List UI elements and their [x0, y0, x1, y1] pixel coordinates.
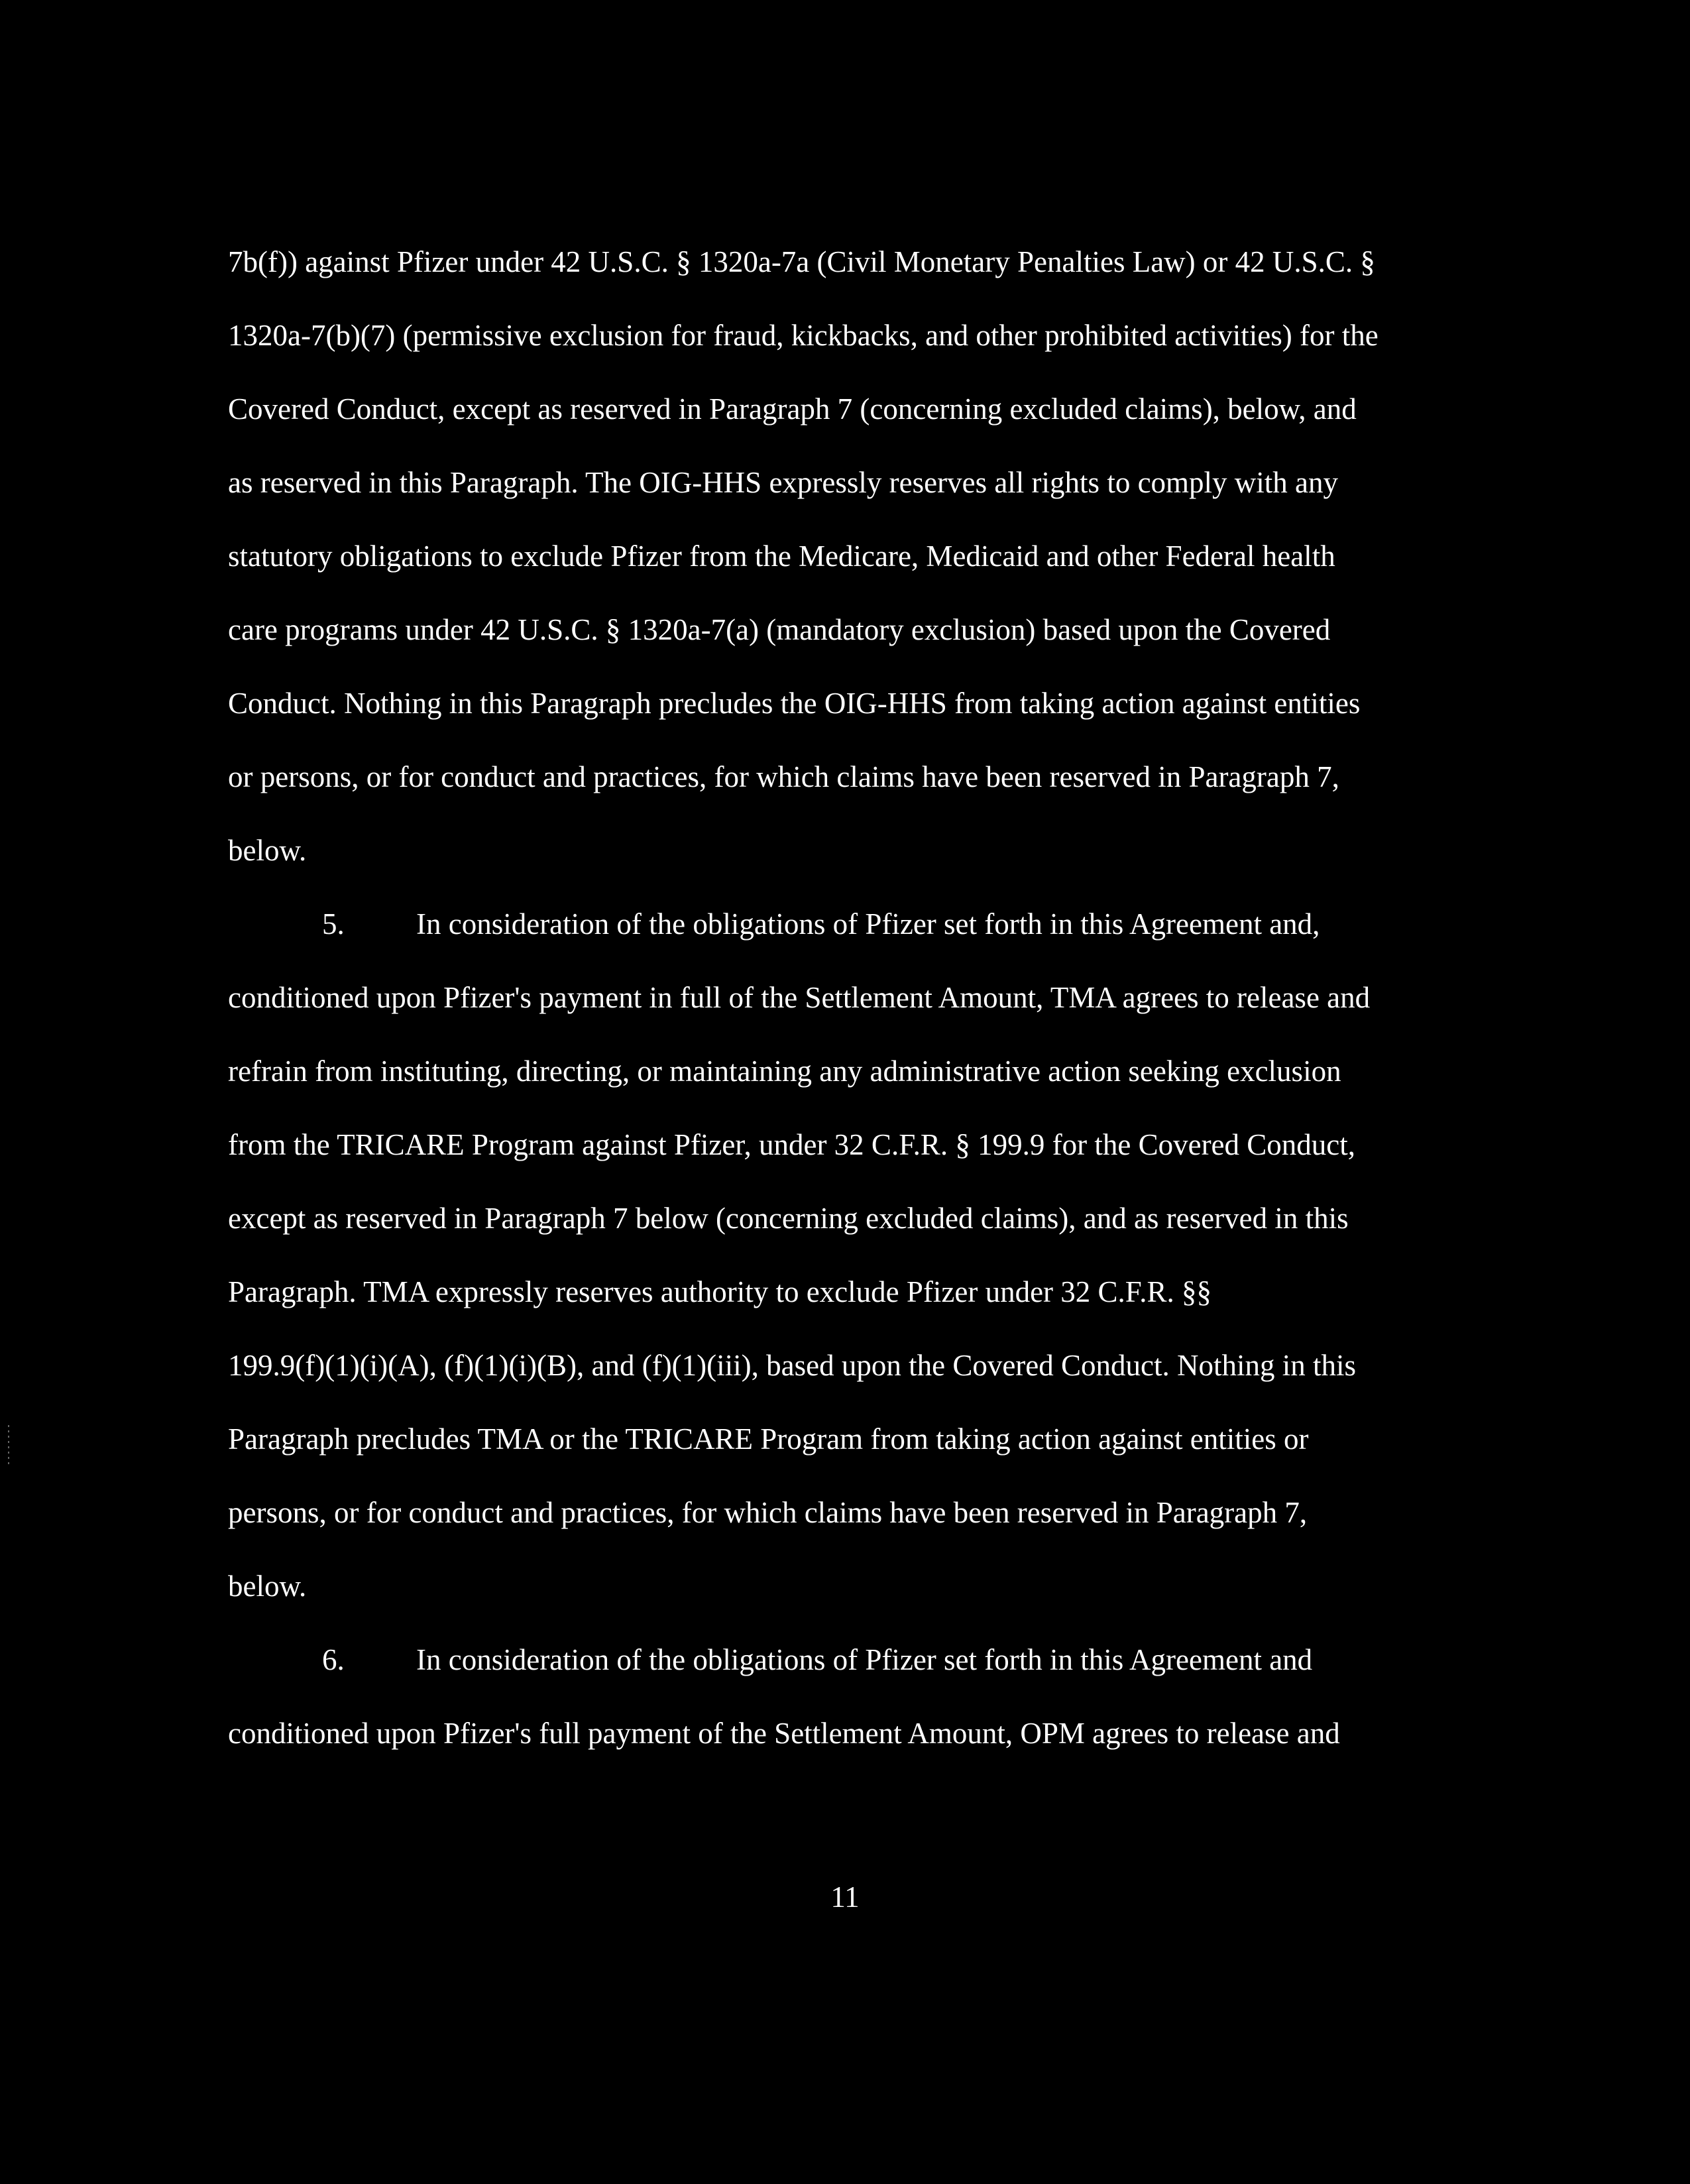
text-line: except as reserved in Paragraph 7 below (concerning excluded claims), and as reserved in this	[228, 1202, 1349, 1235]
text-line: as reserved in this Paragraph. The OIG-HHS expressly reserves all rights to comply with any	[228, 466, 1339, 499]
text-line: 1320a-7(b)(7) (permissive exclusion for fraud, kickbacks, and other prohibited activities) for the	[228, 319, 1379, 352]
text-line: Conduct. Nothing in this Paragraph precludes the OIG-HHS from taking action against entities	[228, 687, 1361, 720]
text-line: from the TRICARE Program against Pfizer, under 32 C.F.R. § 199.9 for the Covered Conduct,	[228, 1128, 1356, 1161]
text-line: below.	[228, 1570, 307, 1603]
paragraph-4-continuation	[228, 225, 1461, 888]
paragraph-number: 5.	[322, 907, 345, 941]
text-line: persons, or for conduct and practices, for which claims have been reserved in Paragraph 7,	[228, 1496, 1308, 1529]
text-line: In consideration of the obligations of Pfizer set forth in this Agreement and,	[416, 907, 1320, 941]
paragraph-6	[228, 1623, 1461, 1770]
text-line: conditioned upon Pfizer's payment in full of the Settlement Amount, TMA agrees to release and	[228, 981, 1371, 1014]
text-line: refrain from instituting, directing, or maintaining any administrative action seeking exclusion	[228, 1055, 1341, 1088]
text-line: 199.9(f)(1)(i)(A), (f)(1)(i)(B), and (f)(1)(iii), based upon the Covered Conduct. Nothing in this	[228, 1349, 1357, 1382]
text-line: Paragraph precludes TMA or the TRICARE Program from taking action against entities or	[228, 1422, 1309, 1456]
paragraph-6-first-line	[228, 1623, 1461, 1697]
page-number: 11	[830, 1880, 860, 1914]
scan-edge-mark	[8, 1425, 9, 1465]
text-line: or persons, or for conduct and practices, for which claims have been reserved in Paragraph 7,	[228, 760, 1339, 793]
document-body	[228, 225, 1461, 1770]
paragraph-5-first-line	[228, 888, 1461, 961]
paragraph-number: 6.	[322, 1643, 345, 1676]
text-line: care programs under 42 U.S.C. § 1320a-7(a) (mandatory exclusion) based upon the Covered	[228, 613, 1331, 646]
text-line: Covered Conduct, except as reserved in Paragraph 7 (concerning excluded claims), below, and	[228, 392, 1357, 426]
text-line: Paragraph. TMA expressly reserves authority to exclude Pfizer under 32 C.F.R. §§	[228, 1275, 1211, 1308]
text-line: below.	[228, 834, 307, 867]
text-line: 7b(f)) against Pfizer under 42 U.S.C. § 1320a-7a (Civil Monetary Penalties Law) or 42 U.S.C. §	[228, 245, 1375, 278]
text-line: statutory obligations to exclude Pfizer from the Medicare, Medicaid and other Federal health	[228, 540, 1335, 573]
text-line: In consideration of the obligations of Pfizer set forth in this Agreement and	[416, 1643, 1313, 1676]
paragraph-5	[228, 888, 1461, 1623]
text-line: conditioned upon Pfizer's full payment of the Settlement Amount, OPM agrees to release and	[228, 1717, 1340, 1750]
